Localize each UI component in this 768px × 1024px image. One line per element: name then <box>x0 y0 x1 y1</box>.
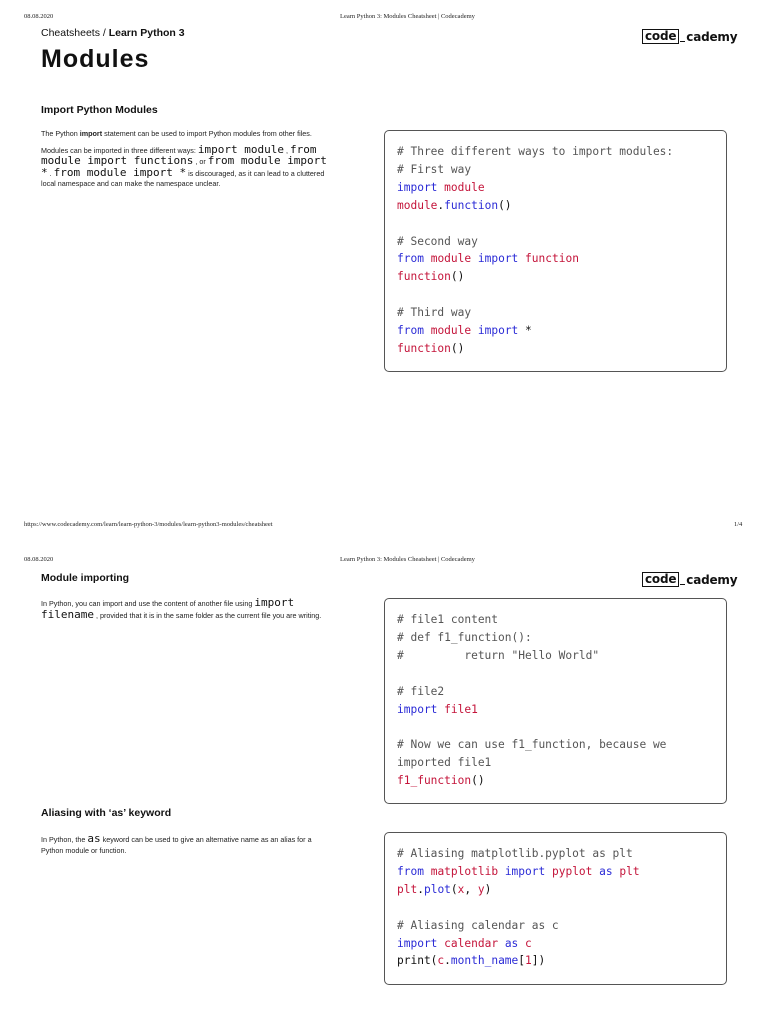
code-line <box>397 286 714 304</box>
code-token: from <box>397 324 424 338</box>
code-token: print( <box>397 954 438 968</box>
code-token: as <box>504 936 519 950</box>
code-token: [ <box>518 954 526 968</box>
code-line <box>397 917 714 935</box>
code-token: month_name <box>450 954 519 968</box>
code-line <box>397 701 714 719</box>
code-line <box>397 647 714 665</box>
code-line <box>397 268 714 286</box>
code-token: # file1 content <box>397 613 499 626</box>
code-line <box>397 611 714 629</box>
section-title-aliasing: Aliasing with ‘as’ keyword <box>41 807 172 819</box>
code-token: # def f1_function(): <box>397 630 532 644</box>
breadcrumb <box>41 27 185 39</box>
code-line <box>397 665 714 683</box>
code-token: ]) <box>531 954 546 968</box>
code-token: import <box>397 936 438 950</box>
code-token <box>424 865 431 878</box>
code-line <box>397 304 714 322</box>
code-token: module <box>430 324 472 338</box>
print-date: 08.08.2020 <box>24 13 54 20</box>
code-line <box>397 952 714 970</box>
print-title-2: Learn Python 3: Modules Cheatsheet | Codecademy <box>340 556 475 563</box>
code-token: function <box>525 252 579 266</box>
code-line <box>397 250 714 268</box>
code-token: . <box>417 882 424 896</box>
paragraph-1: The Python import statement can be used to import Python modules from other files. <box>41 129 312 138</box>
section-desc-import-modules <box>41 129 333 190</box>
logo-cademy: cademy <box>686 572 738 587</box>
logo-cademy: cademy <box>686 29 738 44</box>
code-token: import <box>477 252 519 266</box>
code-line <box>397 935 714 953</box>
code-token: () <box>450 341 465 355</box>
code-token: import <box>397 180 438 194</box>
footer-url[interactable]: https://www.codecademy.com/learn/learn-python-3/modules/learn-python3-modules/cheatsheet <box>24 521 273 528</box>
code-token <box>545 865 552 878</box>
code-block-import-modules[interactable] <box>384 130 727 372</box>
code-token <box>424 324 431 337</box>
code-line <box>397 863 714 881</box>
footer-page-number: 1/4 <box>734 521 743 528</box>
code-line <box>397 179 714 197</box>
code-line <box>397 683 714 701</box>
code-token <box>498 937 505 950</box>
codecademy-logo-2[interactable] <box>642 572 737 587</box>
code-token: # Aliasing calendar as c <box>397 918 559 932</box>
code-token: as <box>599 864 613 878</box>
code-token <box>424 252 431 265</box>
code-token: plot <box>423 882 451 896</box>
code-token: * <box>518 324 532 338</box>
code-token: () <box>471 774 485 788</box>
code-token: 1 <box>525 954 532 968</box>
code-token: import <box>397 702 438 716</box>
code-token: x <box>457 882 465 896</box>
code-line <box>397 340 714 358</box>
code-token: f1_function <box>397 774 472 788</box>
code-token: () <box>498 198 512 212</box>
code-token: () <box>450 270 465 284</box>
logo-underscore <box>680 574 685 585</box>
code-token: # Three different ways to import modules: <box>397 145 674 158</box>
code-block-module-importing[interactable] <box>384 598 727 804</box>
code-token: calendar <box>444 936 499 950</box>
codecademy-logo[interactable] <box>642 29 737 44</box>
section-desc-module-importing: In Python, you can import and use the content of another file using import filename , provided that it is in the same folder as the current file you are writing. <box>41 596 322 621</box>
code-token: function <box>397 270 451 284</box>
code-token: y <box>477 882 485 896</box>
logo-code: code <box>642 572 679 587</box>
code-token: import <box>504 864 546 878</box>
breadcrumb-link-cheatsheets[interactable]: Cheatsheets / <box>41 27 109 39</box>
code-token: # Now we can use f1_function, because we <box>397 738 667 752</box>
page-title: Modules <box>41 45 150 73</box>
code-line <box>397 736 714 754</box>
code-token: # Second way <box>397 234 478 248</box>
code-token: plt <box>619 864 640 878</box>
code-block-aliasing[interactable] <box>384 832 727 985</box>
code-line <box>397 322 714 340</box>
code-token: # return "Hello World" <box>397 648 600 662</box>
code-line <box>397 233 714 251</box>
code-line <box>397 143 714 161</box>
code-token: from <box>397 864 424 878</box>
code-token: # Aliasing matplotlib.pyplot as plt <box>397 847 633 860</box>
logo-underscore <box>680 31 685 42</box>
section-desc-aliasing: In Python, the as keyword can be used to give an alternative name as an alias for a Python module or function. <box>41 832 312 855</box>
code-token: c <box>437 954 445 968</box>
code-line <box>397 161 714 179</box>
code-line <box>397 718 714 736</box>
code-token <box>498 865 505 878</box>
code-token: from <box>397 252 424 266</box>
code-token: ) <box>484 882 492 896</box>
code-line <box>397 881 714 899</box>
logo-code: code <box>642 29 679 44</box>
print-title: Learn Python 3: Modules Cheatsheet | Codecademy <box>340 13 475 20</box>
code-line <box>397 845 714 863</box>
print-date-2: 08.08.2020 <box>24 556 54 563</box>
code-token: # Third way <box>397 306 472 320</box>
code-token: plt <box>397 882 418 896</box>
code-token <box>471 252 478 265</box>
code-token: matplotlib <box>430 864 499 878</box>
code-token: function <box>397 341 451 355</box>
code-token: . <box>444 954 451 968</box>
breadcrumb-current[interactable]: Learn Python 3 <box>108 27 185 39</box>
code-token: module <box>430 252 472 266</box>
code-token: module <box>397 198 438 212</box>
code-token: module <box>444 180 485 194</box>
code-line <box>397 754 714 772</box>
code-token: imported file1 <box>397 756 492 770</box>
code-token: # file2 <box>397 684 445 698</box>
section-title-module-importing: Module importing <box>41 572 130 584</box>
code-token: , <box>464 882 478 896</box>
code-line <box>397 772 714 790</box>
code-token: file1 <box>444 702 478 716</box>
code-line <box>397 629 714 647</box>
code-token <box>471 324 478 337</box>
code-token: function <box>444 198 499 212</box>
paragraph-2: Modules can be imported in three different ways: import module , from module import functions , or from module import * . from module import * is discouraged, as it can lead to a cluttered local namespace and can make the namespace unclear. <box>41 142 327 188</box>
code-line <box>397 215 714 233</box>
code-line <box>397 197 714 215</box>
section-title-import-modules: Import Python Modules <box>41 104 158 116</box>
code-token: import <box>477 324 519 338</box>
code-token: . <box>437 198 445 212</box>
code-token: c <box>525 936 532 950</box>
code-line <box>397 899 714 917</box>
code-token: pyplot <box>551 864 593 878</box>
code-token: # First way <box>397 162 472 176</box>
code-token: ( <box>450 882 458 896</box>
